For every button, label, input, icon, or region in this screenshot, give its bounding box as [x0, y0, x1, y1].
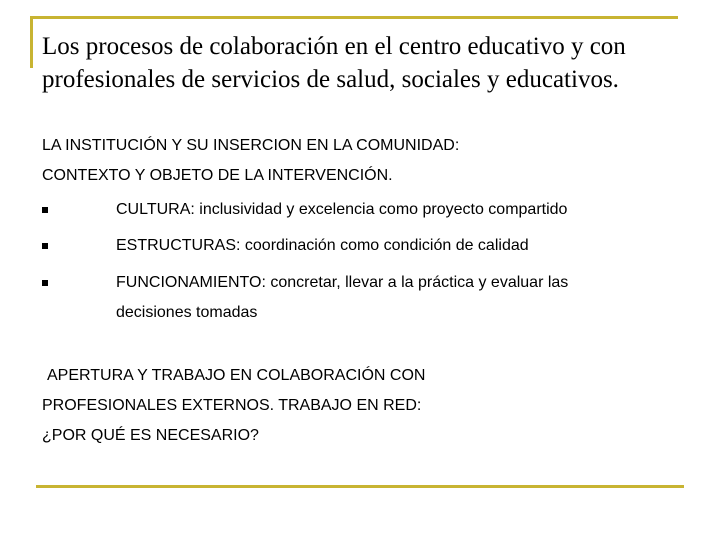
top-rule — [30, 16, 678, 19]
bullet-item-funcionamiento: FUNCIONAMIENTO: concretar, llevar a la práctica y evaluar las — [116, 274, 569, 291]
section1-heading-line1: LA INSTITUCIÓN Y SU INSERCION EN LA COMUNIDAD: — [42, 137, 460, 154]
section2-heading-line3: ¿POR QUÉ ES NECESARIO? — [42, 427, 259, 444]
bullet-square-icon — [42, 280, 48, 286]
left-rule — [30, 16, 33, 68]
section2-heading-line1: APERTURA Y TRABAJO EN COLABORACIÓN CON — [47, 367, 426, 384]
bullet-square-icon — [42, 207, 48, 213]
bullet-square-icon — [42, 243, 48, 249]
slide-title: Los procesos de colaboración en el centro educativo y con profesionales de servicios de salud, sociales y educativos. — [42, 33, 626, 93]
bullet-item-funcionamiento-continuation: decisiones tomadas — [116, 304, 258, 321]
bullet-item-cultura: CULTURA: inclusividad y excelencia como proyecto compartido — [116, 201, 568, 218]
bottom-rule — [36, 485, 684, 488]
section1-heading-line2: CONTEXTO Y OBJETO DE LA INTERVENCIÓN. — [42, 167, 393, 184]
bullet-item-estructuras: ESTRUCTURAS: coordinación como condición de calidad — [116, 237, 529, 254]
section2-heading-line2: PROFESIONALES EXTERNOS. TRABAJO EN RED: — [42, 397, 422, 414]
